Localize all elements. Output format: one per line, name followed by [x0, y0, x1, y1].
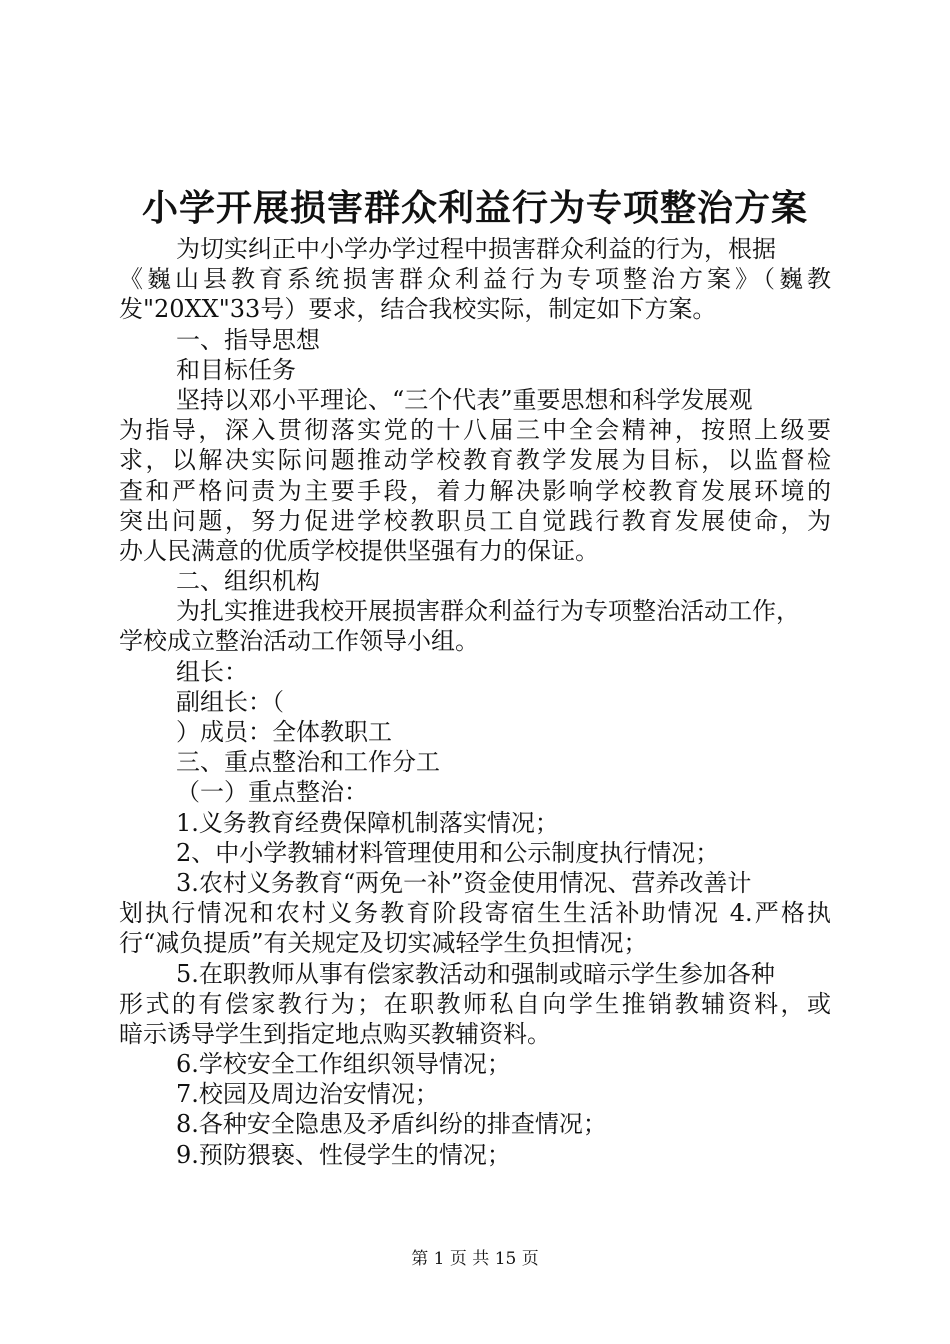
- paragraph-line: 《巍山县教育系统损害群众利益行为专项整治方案》（巍教: [119, 265, 831, 294]
- paragraph-line: 查和严格问责为主要手段，着力解决影响学校教育发展环境的: [119, 476, 831, 505]
- paragraph-line: 为切实纠正中小学办学过程中损害群众利益的行为，根据: [176, 235, 776, 263]
- paragraph-line: 副组长：（: [176, 687, 284, 716]
- paragraph-line: 突出问题，努力促进学校教职员工自觉践行教育发展使命，为: [119, 506, 831, 535]
- section-heading: 和目标任务: [176, 355, 296, 384]
- list-item: 暗示诱导学生到指定地点购买教辅资料。: [119, 1019, 551, 1048]
- list-item: 5.在职教师从事有偿家教活动和强制或暗示学生参加各种: [176, 959, 775, 988]
- paragraph-line: 发"20XX"33号）要求，结合我校实际，制定如下方案。: [119, 295, 717, 324]
- list-item: 行“减负提质”有关规定及切实减轻学生负担情况；: [119, 929, 648, 958]
- paragraph-line: ）成员：全体教职工: [176, 718, 392, 746]
- list-item: 3.农村义务教育“两免一补”资金使用情况、营养改善计: [176, 868, 752, 897]
- paragraph-line: 学校成立整治活动工作领导小组。: [119, 627, 479, 656]
- list-item: 划执行情况和农村义务教育阶段寄宿生生活补助情况 4.严格执: [119, 899, 831, 928]
- document-body: [119, 234, 831, 1170]
- paragraph-line: 为指导，深入贯彻落实党的十八届三中全会精神，按照上级要: [119, 416, 831, 445]
- list-item: 1.义务教育经费保障机制落实情况；: [176, 808, 559, 837]
- paragraph-line: 为扎实推进我校开展损害群众利益行为专项整治活动工作，: [176, 597, 800, 626]
- list-item: 9.预防猥亵、性侵学生的情况；: [176, 1140, 511, 1169]
- list-item: 6.学校安全工作组织领导情况；: [176, 1050, 511, 1079]
- list-item: 2、中小学教辅材料管理使用和公示制度执行情况；: [176, 838, 720, 867]
- paragraph-line: 办人民满意的优质学校提供坚强有力的保证。: [119, 536, 599, 565]
- paragraph-line: 坚持以邓小平理论、“三个代表”重要思想和科学发展观: [176, 385, 753, 414]
- section-heading: 二、组织机构: [176, 567, 320, 596]
- list-item: 8.各种安全隐患及矛盾纠纷的排查情况；: [176, 1110, 607, 1139]
- paragraph-line: 组长：: [176, 657, 248, 686]
- document-title: 小学开展损害群众利益行为专项整治方案: [141, 187, 808, 229]
- section-heading: 三、重点整治和工作分工: [176, 748, 440, 777]
- subsection-heading: （一）重点整治：: [176, 778, 368, 807]
- paragraph-line: 求，以解决实际问题推动学校教育教学发展为目标，以监督检: [119, 446, 831, 475]
- section-heading: 一、指导思想: [176, 325, 320, 354]
- list-item: 形式的有偿家教行为；在职教师私自向学生推销教辅资料，或: [119, 989, 831, 1018]
- page-number-footer: 第 1 页 共 15 页: [411, 1249, 539, 1269]
- list-item: 7.校园及周边治安情况；: [176, 1080, 439, 1109]
